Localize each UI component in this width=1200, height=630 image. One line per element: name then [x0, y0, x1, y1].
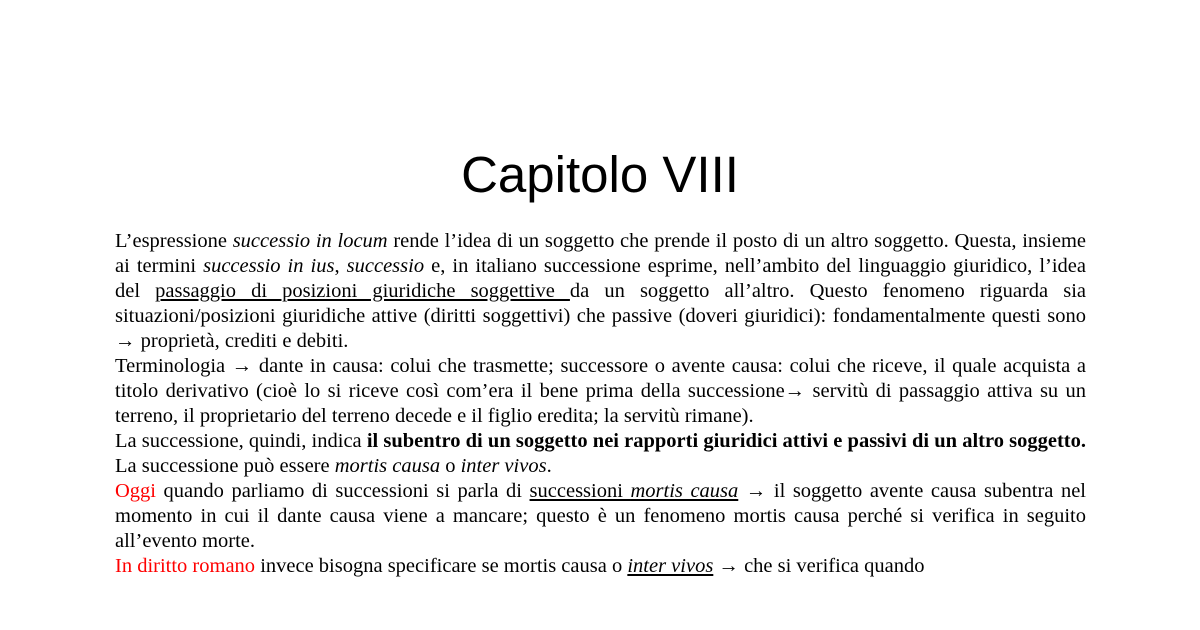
paragraph-1 — [115, 229, 1086, 354]
paragraph-4 — [115, 479, 1086, 554]
text: La successione può essere — [115, 455, 335, 477]
paragraph-3 — [115, 429, 1086, 479]
paragraph-5 — [115, 554, 1086, 579]
document-body — [115, 229, 1086, 579]
text: → che si verifica quando — [713, 555, 925, 577]
text: → il soggetto avente causa subentra nel momento in cui il dante causa viene a mancare; questo è un fenomeno mortis causa perché si verifica in seguito all’evento morte. — [115, 480, 1087, 552]
text: . — [546, 455, 552, 477]
text: invece bisogna specificare se mortis causa o — [255, 555, 628, 577]
underlined-italic-term: inter vivos — [627, 555, 714, 577]
text: La successione, quindi, indica — [115, 430, 367, 452]
paragraph-2 — [115, 354, 1086, 429]
underlined-phrase — [530, 480, 739, 502]
text: o — [440, 455, 461, 477]
red-highlight: In diritto romano — [115, 555, 256, 577]
bold-definition: il subentro di un soggetto nei rapporti giuridici attivi e passivi di un altro soggetto. — [366, 430, 1086, 452]
red-highlight: Oggi — [115, 480, 156, 502]
italic-term: successio — [346, 255, 425, 277]
underlined-phrase: passaggio di posizioni giuridiche soggettive — [155, 280, 570, 302]
italic-term: inter vivos — [460, 455, 547, 477]
italic-term: mortis causa — [334, 455, 441, 477]
chapter-title: Capitolo VIII — [461, 146, 739, 203]
text: Terminologia → dante in causa: colui che trasmette; successore o avente causa: colui che riceve, il quale acquista a titolo derivativo (cioè lo si riceve così com’era il bene prima della successione→ servitù di passaggio attiva su un terreno, il proprietario del terreno decede e il figlio eredita; la servitù rimane). — [115, 355, 1086, 427]
italic-term: successio in locum — [232, 230, 388, 252]
text: rende l’idea di un soggetto che prende il posto di un altro soggetto. Questa, insieme ai termini — [115, 230, 1086, 277]
text: , — [334, 255, 347, 277]
text: da un soggetto all’altro. Questo fenomeno riguarda sia situazioni/posizioni giuridiche attive (diritti soggettivi) che passive (doveri giuridici): fondamentalmente questi sono → proprietà, crediti e debiti. — [115, 280, 1086, 352]
italic-term: mortis causa — [630, 480, 739, 502]
text: e, in italiano successione esprime, nell’ambito del linguaggio giuridico, l’idea del — [115, 255, 1086, 302]
text: quando parliamo di successioni si parla di — [156, 480, 530, 502]
italic-term: successio in ius — [203, 255, 335, 277]
text: successioni — [529, 480, 631, 502]
text: L’espressione — [115, 230, 233, 252]
